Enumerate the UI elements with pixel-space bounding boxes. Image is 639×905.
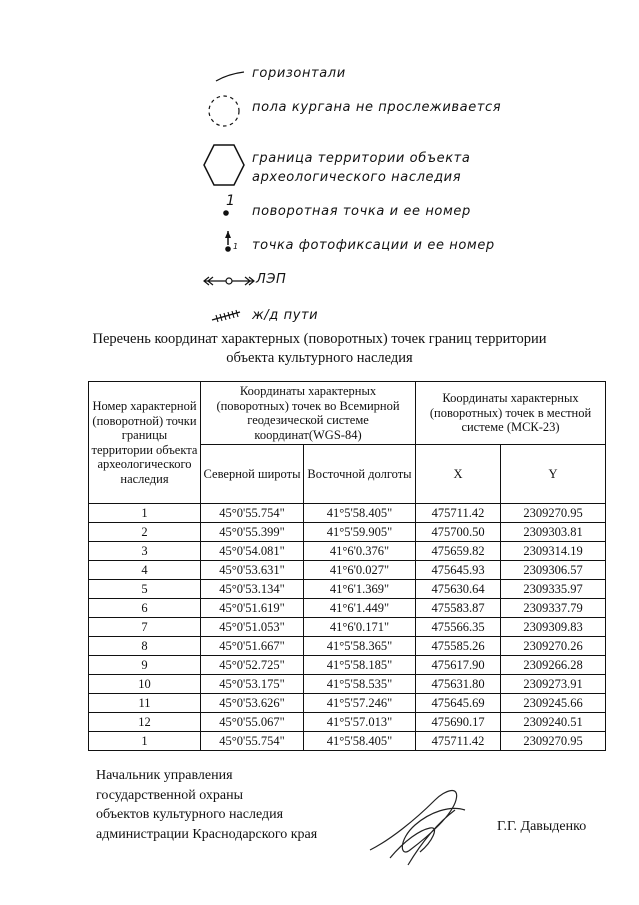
cell-y: 2309270.95 [501,732,606,751]
cell-lat: 45°0'55.754" [201,732,304,751]
table-row [89,637,606,656]
table-row [89,694,606,713]
header-lon: Восточной долготы [304,445,416,504]
cell-lon: 41°6'1.449" [304,599,416,618]
legend-mound-floor-label: пола кургана не прослеживается [252,100,502,115]
legend-power-line-label: ЛЭП [256,272,287,287]
legend-photo-point-label: точка фотофиксации и ее номер [252,238,495,253]
cell-x: 475617.90 [416,656,501,675]
cell-lat: 45°0'53.134" [201,580,304,599]
document-title [0,330,639,368]
cell-lon: 41°5'58.185" [304,656,416,675]
legend-power-line [0,263,639,303]
cell-n: 11 [89,694,201,713]
cell-y: 2309303.81 [501,523,606,542]
position-line-2: государственной охраны [96,787,244,803]
cell-x: 475711.42 [416,504,501,523]
handwritten-signature [360,780,480,870]
cell-lon: 41°5'58.365" [304,637,416,656]
cell-n: 3 [89,542,201,561]
cell-x: 475645.93 [416,561,501,580]
table-row [89,713,606,732]
cell-x: 475631.80 [416,675,501,694]
cell-x: 475566.35 [416,618,501,637]
legend-railway-label: ж/д пути [252,308,319,323]
cell-lat: 45°0'54.081" [201,542,304,561]
cell-lat: 45°0'53.175" [201,675,304,694]
legend-boundary-label-2: археологического наследия [252,170,462,185]
legend-boundary-label-1: граница территории объекта [252,151,471,166]
cell-x: 475630.64 [416,580,501,599]
cell-y: 2309306.57 [501,561,606,580]
table-row [89,580,606,599]
cell-y: 2309335.97 [501,580,606,599]
cell-lat: 45°0'55.754" [201,504,304,523]
cell-lat: 45°0'51.053" [201,618,304,637]
cell-lon: 41°6'0.171" [304,618,416,637]
cell-y: 2309240.51 [501,713,606,732]
header-msk-group: Координаты характерных (поворотных) точек в местной системе (МСК-23) [416,382,606,445]
cell-n: 6 [89,599,201,618]
cell-y: 2309314.19 [501,542,606,561]
header-lat: Северной широты [201,445,304,504]
table-row [89,675,606,694]
cell-lat: 45°0'51.667" [201,637,304,656]
title-line-2: объекта культурного наследия [226,350,413,366]
cell-n: 2 [89,523,201,542]
cell-n: 9 [89,656,201,675]
cell-lon: 41°6'0.027" [304,561,416,580]
legend-turn-point-label: поворотная точка и ее номер [252,204,471,219]
cell-lon: 41°5'57.013" [304,713,416,732]
table-row [89,542,606,561]
cell-lat: 45°0'55.067" [201,713,304,732]
signature-position [96,766,317,844]
photo-point-number: 1 [233,242,239,251]
cell-n: 10 [89,675,201,694]
legend-mound-floor [0,90,639,130]
title-line-1: Перечень координат характерных (поворотных) точек границ территории [92,331,547,347]
cell-x: 475585.26 [416,637,501,656]
cell-x: 475700.50 [416,523,501,542]
cell-n: 1 [89,732,201,751]
header-x: X [416,445,501,504]
cell-lat: 45°0'53.631" [201,561,304,580]
position-line-4: администрации Краснодарского края [96,826,318,842]
table-row [89,523,606,542]
cell-lon: 41°5'58.535" [304,675,416,694]
cell-y: 2309245.66 [501,694,606,713]
cell-y: 2309270.26 [501,637,606,656]
cell-y: 2309309.83 [501,618,606,637]
cell-lon: 41°5'58.405" [304,732,416,751]
table-row [89,618,606,637]
cell-y: 2309270.95 [501,504,606,523]
legend-turn-point [0,193,639,233]
header-number: Номер характерной (поворотной) точки границы территории объекта археологического наследия [89,382,201,504]
cell-lon: 41°5'57.246" [304,694,416,713]
position-line-3: объектов культурного наследия [96,807,284,822]
header-wgs-group: Координаты характерных (поворотных) точек во Всемирной геодезической системе координат(WGS-84) [201,382,416,445]
cell-n: 7 [89,618,201,637]
cell-lat: 45°0'55.399" [201,523,304,542]
table-row [89,732,606,751]
cell-x: 475583.87 [416,599,501,618]
cell-x: 475645.69 [416,694,501,713]
table-row [89,656,606,675]
cell-n: 5 [89,580,201,599]
cell-y: 2309273.91 [501,675,606,694]
cell-n: 1 [89,504,201,523]
table-row [89,504,606,523]
cell-n: 8 [89,637,201,656]
cell-x: 475659.82 [416,542,501,561]
cell-lat: 45°0'51.619" [201,599,304,618]
legend-contours-label: горизонтали [252,66,346,81]
power-line-icon [0,263,639,303]
cell-x: 475711.42 [416,732,501,751]
signatory-name: Г.Г. Давыденко [497,819,587,834]
turn-point-number: 1 [226,193,236,209]
table-row [89,561,606,580]
legend-photo-point [0,228,639,268]
cell-lon: 41°6'0.376" [304,542,416,561]
cell-y: 2309337.79 [501,599,606,618]
cell-lon: 41°6'1.369" [304,580,416,599]
position-line-1: Начальник управления [96,768,233,783]
cell-lat: 45°0'52.725" [201,656,304,675]
cell-lon: 41°5'58.405" [304,504,416,523]
legend-boundary [0,143,639,193]
cell-y: 2309266.28 [501,656,606,675]
cell-n: 12 [89,713,201,732]
cell-n: 4 [89,561,201,580]
table-row [89,599,606,618]
cell-lon: 41°5'59.905" [304,523,416,542]
cell-x: 475690.17 [416,713,501,732]
cell-lat: 45°0'53.626" [201,694,304,713]
coordinates-table [88,381,606,751]
header-y: Y [501,445,606,504]
